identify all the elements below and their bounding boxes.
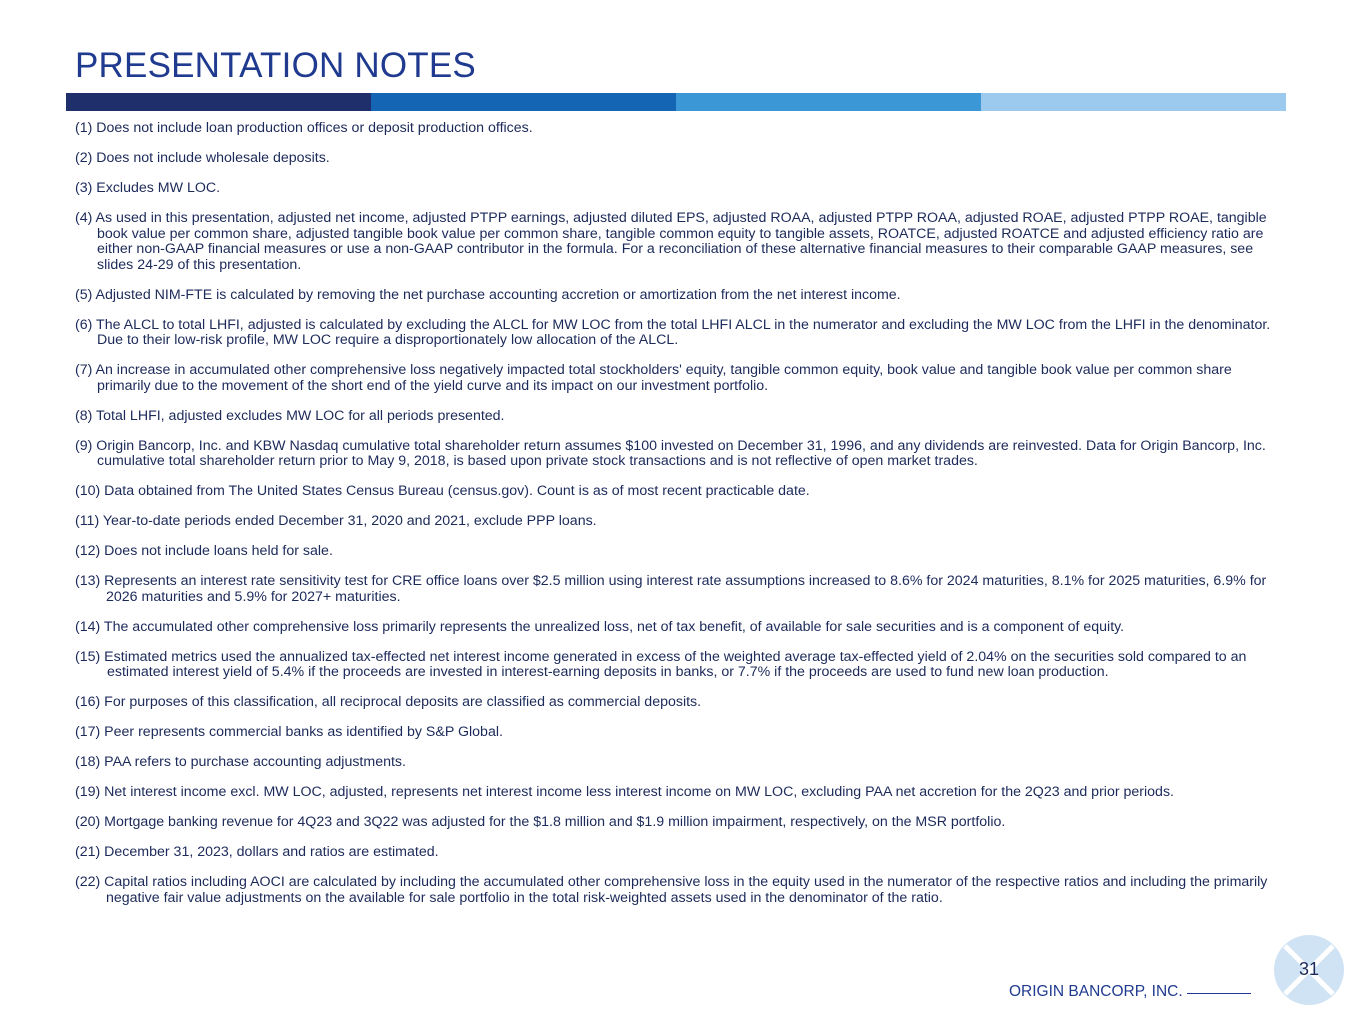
note-6: (6) The ALCL to total LHFI, adjusted is calculated by excluding the ALCL for MW LOC from the total LHFI ALCL in the numerator and excluding the MW LOC from the LHFI in the denominator. Due to their low-risk profile, MW LOC require a disproportionately low allocation of the ALCL. [75,316,1271,348]
footer-company [1009,983,1251,1001]
note-9: (9) Origin Bancorp, Inc. and KBW Nasdaq cumulative total shareholder return assumes $100 invested on December 31, 1996, and any dividends are reinvested. Data for Origin Bancorp, Inc. cumulative total shareholder return prior to May 9, 2018, is based upon private stock transactions and is not reflective of open market trades. [75,437,1266,469]
footer-underline [1187,993,1251,994]
note-12: (12) Does not include loans held for sale. [75,543,333,559]
page-number: 31 [1298,959,1320,979]
note-15: (15) Estimated metrics used the annualized tax-effected net interest income generated in excess of the weighted average tax-effected yield of 2.04% on the securities sold compared to an estimated interest yield of 5.4% if the proceeds are invested in interest-earning deposits in banks, or 7.7% if the proceeds are used to fund new loan production. [75,648,1247,680]
note-21: (21) December 31, 2023, dollars and ratios are estimated. [75,844,439,860]
note-16: (16) For purposes of this classification, all reciprocal deposits are classified as commercial deposits. [75,694,702,710]
note-7: (7) An increase in accumulated other comprehensive loss negatively impacted total stockholders' equity, tangible common equity, book value and tangible book value per common share primarily due to the movement of the short end of the yield curve and its impact on our investment portfolio. [75,362,1232,394]
page-title: PRESENTATION NOTES [75,46,476,85]
note-14: (14) The accumulated other comprehensive loss primarily represents the unrealized loss, net of tax benefit, of available for sale securities and is a component of equity. [75,618,1125,635]
note-19: (19) Net interest income excl. MW LOC, adjusted, represents net interest income less interest income on MW LOC, excluding PAA net accretion for the 2Q23 and prior periods. [75,784,1174,800]
note-3: (3) Excludes MW LOC. [75,180,221,196]
bar-segment-light-blue [981,93,1286,111]
note-8: (8) Total LHFI, adjusted excludes MW LOC for all periods presented. [75,407,505,424]
note-20: (20) Mortgage banking revenue for 4Q23 and 3Q22 was adjusted for the $1.8 million and $1.9 million impairment, respectively, on the MSR portfolio. [75,814,1006,830]
note-4: (4) As used in this presentation, adjusted net income, adjusted PTPP earnings, adjusted diluted EPS, adjusted ROAA, adjusted PTPP ROAA, adjusted ROAE, adjusted PTPP ROAE, tangible book value per common share, adjusted tangible book value per common share, tangible common equity to tangible assets, ROATCE, adjusted ROATCE and adjusted efficiency ratio are either non-GAAP financial measures or use a non-GAAP contributor in the formula. For a reconciliation of these alternative financial measures to their comparable GAAP measures, see slides 24-29 of this presentation. [75,210,1267,273]
note-11: (11) Year-to-date periods ended December 31, 2020 and 2021, exclude PPP loans. [75,513,597,529]
company-name: ORIGIN BANCORP, INC. [1009,983,1183,1000]
bar-segment-navy [66,93,371,111]
note-13: (13) Represents an interest rate sensitivity test for CRE office loans over $2.5 million using interest rate assumptions increased to 8.6% for 2024 maturities, 8.1% for 2025 maturities, 6.9% for 2026 maturities and 5.9% for 2027+ maturities. [75,573,1267,605]
note-17: (17) Peer represents commercial banks as identified by S&P Global. [75,724,503,740]
note-22: (22) Capital ratios including AOCI are calculated by including the accumulated other comprehensive loss in the equity used in the numerator of the respective ratios and including the primarily negative fair value adjustments on the available for sale portfolio in the total risk-weighted assets used in the denominator of the ratio. [75,874,1268,906]
bar-segment-mid-blue [676,93,981,111]
bar-segment-blue [371,93,676,111]
note-1: (1) Does not include loan production offices or deposit production offices. [75,120,533,136]
notes-list [75,121,1275,921]
note-18: (18) PAA refers to purchase accounting adjustments. [75,754,406,770]
note-10: (10) Data obtained from The United States Census Bureau (census.gov). Count is as of most recent practicable date. [75,483,810,499]
note-5: (5) Adjusted NIM-FTE is calculated by removing the net purchase accounting accretion or amortization from the net interest income. [75,286,901,303]
note-2: (2) Does not include wholesale deposits. [75,150,330,166]
header-color-bar [66,93,1286,111]
